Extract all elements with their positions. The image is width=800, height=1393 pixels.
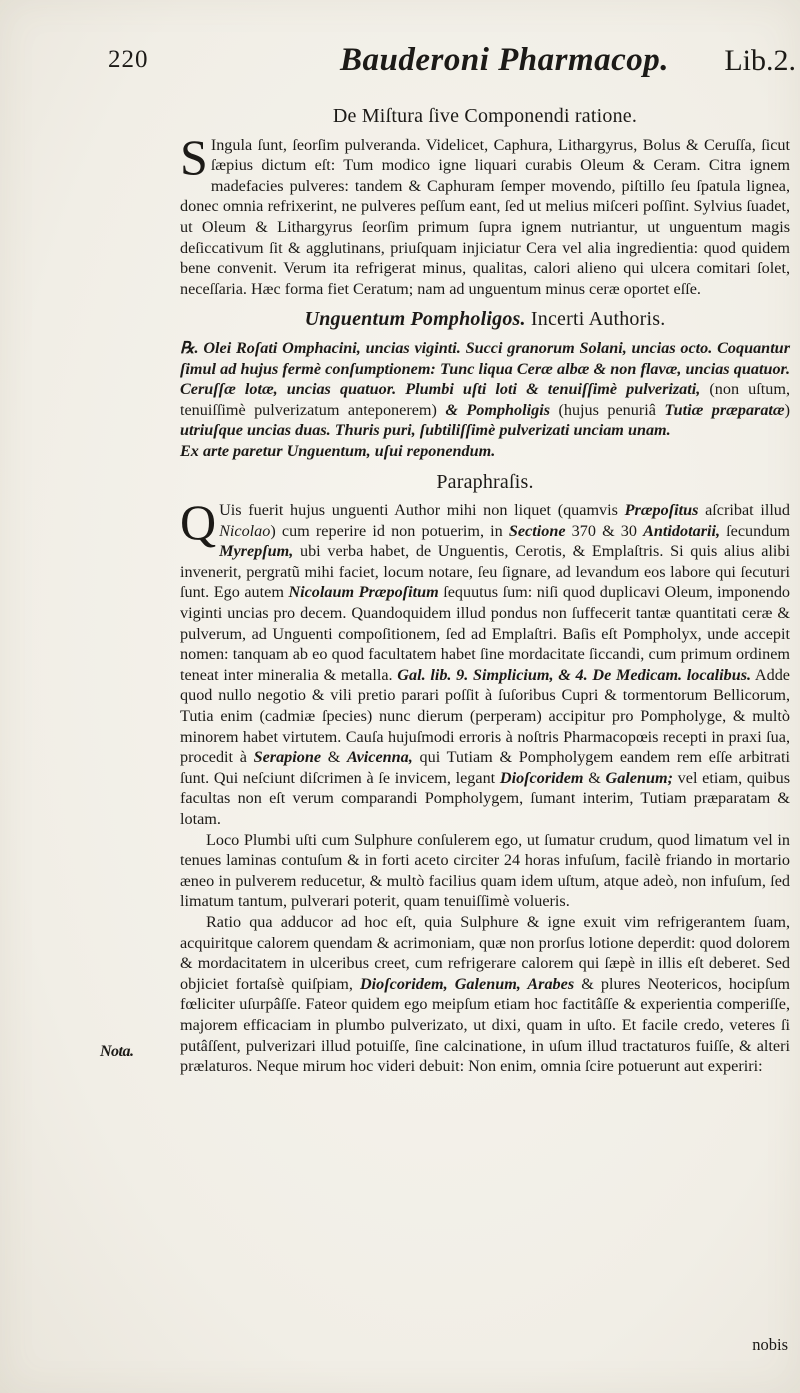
dropcap-s: S xyxy=(180,128,208,185)
para-it-8: Serapione xyxy=(253,748,322,767)
recipe-paragraph xyxy=(180,338,790,441)
recipe-part-4: (hujus penuriâ xyxy=(550,400,665,419)
para-text-10: qui Tutiam & Pompholygem eandem rem eſſe arbitrati ſunt. Qui neſciunt diſcrimen à ſe invicem, legant xyxy=(180,748,790,787)
recipe-part-3: & Pompholigis xyxy=(445,400,551,419)
para3-text-a: Ratio qua adducor ad hoc eſt, quia Sulphure & igne exuit vim refrigerantem ſuam, acquiritque calorem quendam & acrimoniam, quæ non prorſus lotione deperdit: quod dolorem & mordacitatem in ulceribus creet, cum refrigerare calorem qui ſæpè in illis eſt deberet. Sed objiciet fortaſsè quiſpiam, xyxy=(180,912,790,993)
main-text xyxy=(180,100,790,1077)
paragraph-paraphrasis-2: Loco Plumbi uſti cum Sulphure conſulerem ego, ut ſumatur crudum, quod limatum vel in tenues laminas contuſum & in forti aceto circiter 24 horas infuſum, facilè friando in mortario æneo in pulverem reducetur, & multò facilius quam idem uſtum, atque adeò, non infuſum, ſed limatum tantum, pulverari poterit, quam tenuiſſimè volueris. xyxy=(180,830,790,911)
paragraph-paraphrasis-1 xyxy=(180,494,791,830)
recipe-part-1: ℞. Olei Roſati Omphacini, uncias viginti. Succi granorum Solani, uncias octo. Coquantur ſimul ad hujus fermè conſumptionem: Tunc liqua Ceræ albæ & non flavæ, uncias quatuor. Ceruſſæ lotæ, uncias quatuor. Plumbi uſti loti & tenuiſſimè pulverizati, xyxy=(180,338,790,399)
para-it-5: Myrepſum, xyxy=(219,542,294,561)
para3-text-b: & plures Neotericos, hocipſum fœliciter uſurpâſſe. Fateor quidem ego meipſum etiam hoc factitâſſe & experientia comperiſſe, majorem efficaciam in plumbo pulverizato, ut dixi, quam in uſto. Et facile credo, veteres ſi putâſſent, pulverizari illud potuiſſe, ſine calcinatione, in uſum illud tractaturos fuiſſe, & alteri prælaturos. Neque mirum hoc videri debuit: Non enim, omnia ſcire potuerunt aut experiri: xyxy=(180,974,790,1076)
section-title-paraphrasis: Paraphraſis. xyxy=(436,470,534,493)
running-header xyxy=(108,42,796,86)
paragraph-mistura xyxy=(180,128,790,300)
para-it-2: Nicolao xyxy=(219,521,271,540)
unguentum-title-italic: Unguentum Pompholigos. xyxy=(304,308,526,331)
mistura-text: Ingula ſunt, ſeorſim pulveranda. Videlicet, Caphura, Lithargyrus, Bolus & Ceruſſa, ſicut ſæpius dictum eſt: Tum modico igne liquari curabis Oleum & Ceram. Citra ignem madefacies pulveres: tandem & Caphuram ſemper movendo, piſtillo ſeu ſpatula lignea, donec omnia refrixerint, ne pulveres peſſum eant, ſed ut melius miſceri poſſint. Sylvius ſuadet, ut Oleum & Lithargyrus ſeorſim primum ſupra ignem nutriantur, ut unguentum magis deſiccativum ſit & agglutinans, priuſquam injiciatur Cera vel alia ingredientia: quod quidem bene convenit. Verum ita refrigerat minus, qualitas, calori alieno qui ulcera comitari ſolet, neceſſaria. Hæc forma fiet Ceratum; nam ad unguentum minus ceræ oportet eſſe. xyxy=(180,135,790,298)
para-text-2: aſcribat illud xyxy=(698,501,790,520)
para-text-8: Adde quod nullo negotio & vili pretio parari poſſit à ſuſoribus Cupri & tormentorum Bellicorum, Tutia enim (cadmiæ ſpecies) nunc dierum (perperam) accipitur pro Pompholyge, & multò minorem habet virtutem. Cauſa hujuſmodi erroris à noſtris Pharmacopœis recepti in praxi ſua, procedit à xyxy=(180,665,790,767)
para-text-1: Uis fuerit hujus unguenti Author mihi non liquet (quamvis xyxy=(219,501,625,520)
para-text-7: ſequutus ſum: niſi quod duplicavi Oleum, imponendo viginti uncias pro decem. Quandoquidem illud pondus non ſuffecerit tantæ quantitati ceræ & pulverum, ad Unguenti compoſitionem, ſed ad Emplaſtri. Baſis eſt Pompholyx, unde accepit nomen: tanquam ab eo quod facultatem habet ſine mordacitate ſiccandi, cum primum ordinem teneat inter mineralia & metalla. xyxy=(180,583,791,684)
para3-italic: Dioſcoridem, Galenum, Arabes xyxy=(359,974,575,993)
para-it-6: Nicolaum Præpoſitum xyxy=(288,583,439,602)
recipe-part-7: utriuſque uncias duas. Thuris puri, ſubtiliſſimè pulverizati unciam unam. xyxy=(180,421,671,440)
recipe-part-2: (non uſtum, tenuiſſimè pulverizatum anteponerem) xyxy=(180,380,790,419)
para-text-3: ) cum reperire id non potuerim, in xyxy=(270,521,509,540)
para-text-6: ubi verba habet, de Unguentis, Cerotis, & Emplaſtris. Si quis alius alibi invenerit, pergratũ mihi faciet, locum notare, ſeu ſignare, ad levandum eos labore qui ſecuturi ſunt. Ego autem xyxy=(180,542,790,602)
para-text-4: 370 & 30 xyxy=(565,521,644,540)
dropcap-q: Q xyxy=(180,494,217,551)
page-number: 220 xyxy=(108,46,149,73)
para-it-7: Gal. lib. 9. Simplicium, & 4. De Medicam. localibus. xyxy=(397,665,752,684)
para-text-5: ſecundum xyxy=(720,521,791,540)
para-it-3: Sectione xyxy=(508,521,566,540)
para-text-11: & xyxy=(583,768,606,787)
running-title: Bauderoni Pharmacop. xyxy=(340,42,670,78)
book-number: Lib.2. xyxy=(724,44,796,77)
recipe-part-5: Tutiæ præparatæ xyxy=(664,400,785,419)
section-title-mistura: De Miſtura ſive Componendi ratione. xyxy=(332,105,638,127)
unguentum-title-rest: Incerti Authoris. xyxy=(525,308,666,331)
para-it-11: Galenum; xyxy=(605,768,673,787)
para-it-9: Avicenna, xyxy=(347,748,413,767)
paragraph-paraphrasis-3 xyxy=(180,912,790,1077)
section-title-unguentum xyxy=(180,309,790,330)
para-it-10: Dioſcoridem xyxy=(499,768,584,787)
para-it-4: Antidotarii, xyxy=(643,521,721,540)
recipe-part-6: ) xyxy=(784,400,791,419)
catchword: nobis xyxy=(752,1335,788,1354)
para-text-9: & xyxy=(321,748,348,767)
recipe-closing: Ex arte paretur Unguentum, uſui reponendum. xyxy=(180,441,496,460)
para-text-12: vel etiam, quibus facultas non eſt verum comparandi Pompholygem, ſumant interim, Tutiam præparatam & lotam. xyxy=(180,768,791,828)
para-it-1: Præpoſitus xyxy=(624,501,699,520)
margin-note: Nota. xyxy=(100,1043,134,1060)
